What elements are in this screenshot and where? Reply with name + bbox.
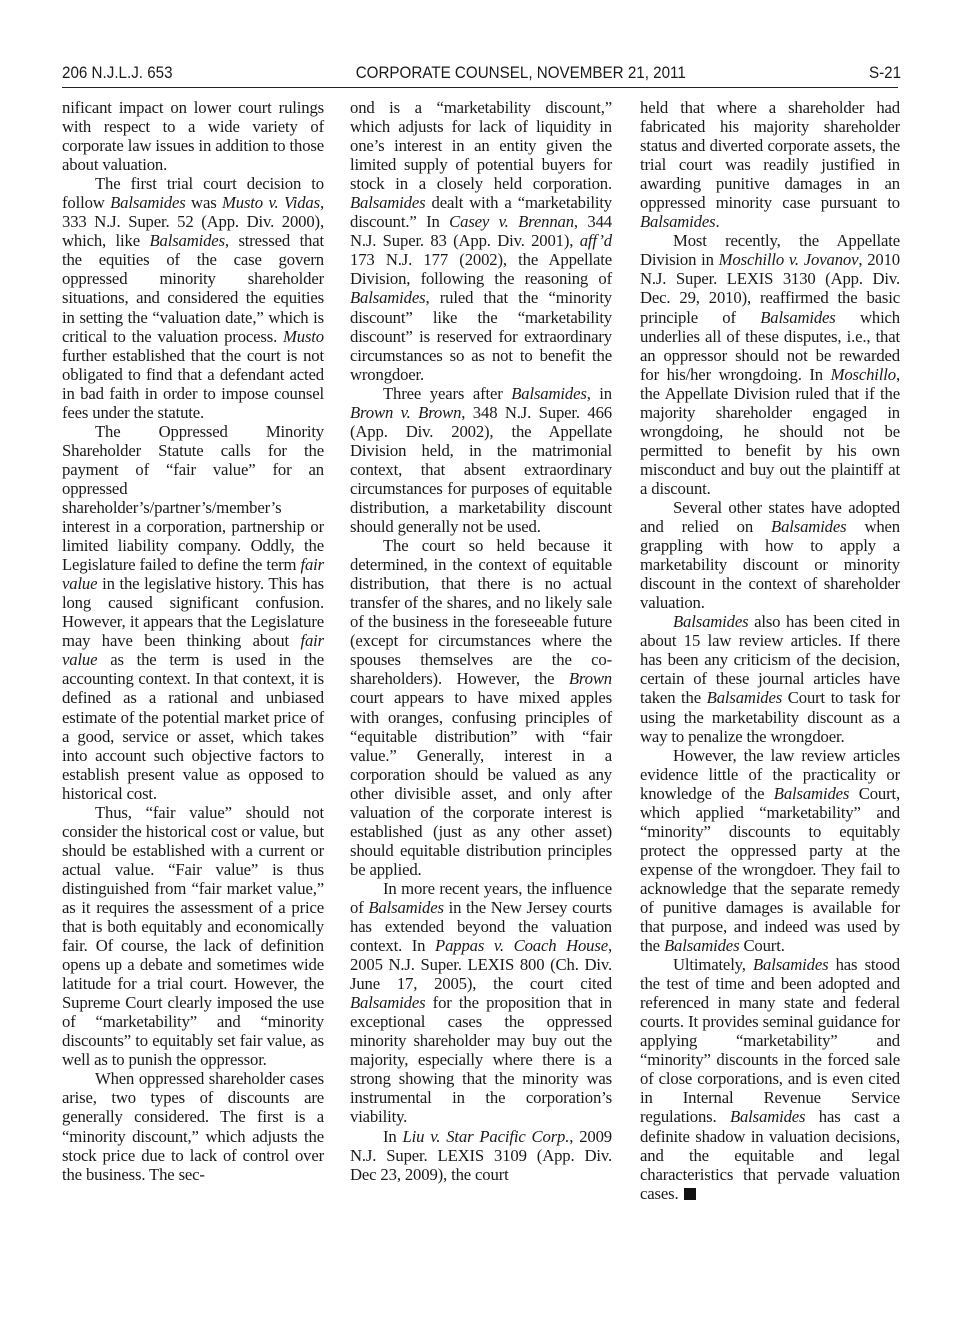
paragraph: Several other states have adopted and relied on Balsamides when grappling with how to apply a marketability discount or minority discount in the context of shareholder valuation. — [640, 497, 900, 613]
paragraph: Most recently, the Appellate Division in Moschillo v. Jovanov, 2010 N.J. Super. LEXIS 3130 (App. Div. Dec. 29, 2010), reaffirmed the basic principle of Balsamides which underlies all of these disputes, i.e., that an oppressor should not be rewarded for his/her wrongdoing. In Moschillo, the Appellate Division ruled that if the majority shareholder engaged in wrongdoing, he should not be permitted to benefit by his own misconduct and buy out the plaintiff at a discount. — [640, 231, 901, 498]
header-rule — [62, 87, 898, 88]
column-3 — [640, 98, 900, 1203]
page-header — [62, 64, 901, 86]
paragraph: Thus, “fair value” should not consider the historical cost or value, but should be established with a current or actual value. “Fair value” is thus distinguished from “fair market value,” as it requires the assessment of a price that is both equitably and economically fair. Of course, the lack of definition opens up a debate and sometimes wide latitude for a trial court. However, the Supreme Court clearly imposed the use of “marketability” and “minority discounts” to equitably set fair value, as well as to punish the oppressor. — [62, 802, 324, 1070]
paragraph: The first trial court decision to follow Balsamides was Musto v. Vidas, 333 N.J. Super. 52 (App. Div. 2000), which, like Balsamides, stressed that the equities of the case govern oppressed minority shareholder situations, and considered the equities in setting the “valuation date,” which is critical to the valuation process. Musto further established that the court is not obligated to find that a defendant acted in bad faith in order to impose counsel fees under the statute. — [62, 174, 324, 422]
paragraph: Balsamides also has been cited in about 15 law review articles. If there has been any criticism of the decision, certain of these journal articles have taken the Balsamides Court to task for using the marketability discount as a way to penalize the wrongdoer. — [640, 612, 900, 746]
paragraph: The court so held because it determined, in the context of equitable distribution, that there is no actual transfer of the shares, and no likely sale of the business in the foreseeable future (except for circumstances where the spouses themselves are the co-shareholders). However, the Brown court appears to have mixed apples with oranges, confusing principles of “equitable distribution” with “fair value.” Generally, interest in a corporation should be valued as any other divisible asset, and only after valuation of the corporate interest is established (just as any other asset) should equitable distribution principles be applied. — [350, 536, 612, 879]
paragraph: In more recent years, the influence of Balsamides in the New Jersey courts has extended beyond the valuation context. In Pappas v. Coach House, 2005 N.J. Super. LEXIS 800 (Ch. Div. June 17, 2005), the court cited Balsamides for the proposition that in exceptional cases the oppressed minority shareholder may buy out the majority, especially where there is a strong showing that the minority was instrumental in the corporation’s viability. — [350, 878, 613, 1127]
header-citation: 206 N.J.L.J. 653 — [62, 64, 173, 82]
paragraph: Ultimately, Balsamides has stood the test of time and been adopted and referenced in many state and federal courts. It provides seminal guidance for applying “marketability” and “minority” discounts in the forced sale of close corporations, and is even cited in Internal Revenue Service regulations. Balsamides has cast a definite shadow in valuation decisions, and the equitable and legal characteristics that pervade valuation cases. — [640, 955, 900, 1203]
paragraph: held that where a shareholder had fabricated his majority shareholder status and diverted corporate assets, the trial court was readily justified in awarding punitive damages in an oppressed minority case pursuant to Balsamides. — [640, 98, 900, 232]
paragraph: When oppressed shareholder cases arise, two types of discounts are generally considered. The first is a “minority discount,” which adjusts the stock price due to lack of control over the business. The sec- — [62, 1069, 324, 1184]
paragraph: nificant impact on lower court rulings with respect to a wide variety of corporate law issues in addition to those about valuation. — [62, 98, 324, 175]
header-publication: CORPORATE COUNSEL, NOVEMBER 21, 2011 — [355, 64, 686, 82]
paragraph: The Oppressed Minority Shareholder Statute calls for the payment of “fair value” for an oppressed shareholder’s/partner’s/member’s interest in a corporation, partnership or limited liability company. Oddly, the Legislature failed to define the term fair value in the legislative history. This has long caused significant confusion. However, it appears that the Legislature may have been thinking about fair value as the term is used in the accounting context. In that context, it is defined as a rational and unbiased estimate of the potential market price of a good, service or asset, which takes into account such objective factors to establish present value as opposed to historical cost. — [62, 421, 324, 803]
paragraph: ond is a “marketability discount,” which adjusts for lack of liquidity in one’s interest in an entity given the limited supply of potential buyers for stock in a closely held corporation. Balsamides dealt with a “marketability discount.” In Casey v. Brennan, 344 N.J. Super. 83 (App. Div. 2001), aff’d 173 N.J. 177 (2002), the Appellate Division, following the reasoning of Balsamides, ruled that the “minority discount” like the “marketability discount” is reserved for extraordinary circumstances so as not to benefit the wrongdoer. — [350, 98, 612, 384]
header-page-number: S-21 — [868, 64, 902, 82]
column-1 — [62, 98, 324, 1184]
paragraph: Three years after Balsamides, in Brown v. Brown, 348 N.J. Super. 466 (App. Div. 2002), the Appellate Division held, in the matrimonial context, that absent extraordinary circumstances for purposes of equitable distribution, a marketability discount should generally not be used. — [350, 383, 613, 537]
column-2 — [350, 98, 612, 1184]
paragraph: In Liu v. Star Pacific Corp., 2009 N.J. Super. LEXIS 3109 (App. Div. Dec 23, 2009), the court — [350, 1126, 612, 1184]
paragraph: However, the law review articles evidence little of the practicality or knowledge of the Balsamides Court, which applied “marketability” and “minority” discounts to equitably protect the oppressed party at the expense of the wrongdoer. They fail to acknowledge that the separate remedy of punitive damages is available for that purpose, and indeed was used by the Balsamides Court. — [640, 745, 900, 956]
end-of-article-mark — [684, 1188, 696, 1200]
